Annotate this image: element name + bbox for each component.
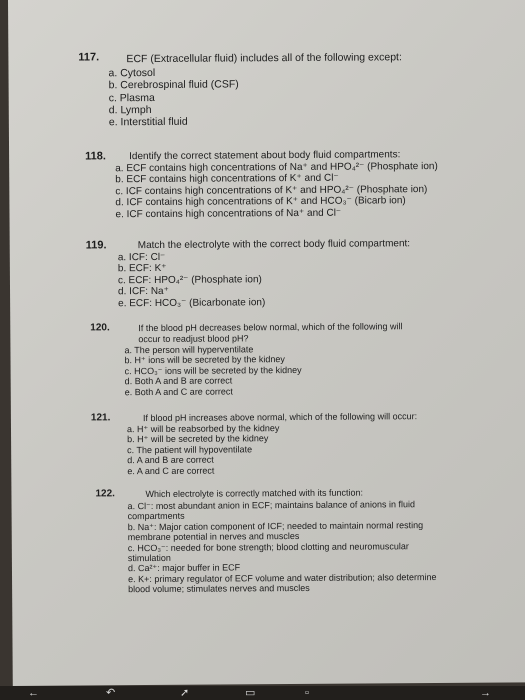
option-e: e. Interstitial fluid [108,115,188,129]
option-d: d. A and B are correct [127,454,214,466]
question-number: 121. [90,412,111,424]
option-b: b. Na⁺: Major cation component of ICF; needed to maintain normal resting membrane potential in nerves and muscles [127,519,424,543]
share-icon[interactable]: ▫ [305,687,309,699]
question-number: 122. [95,488,115,500]
options-list [108,66,239,128]
option-b: b. Cerebrospinal fluid (CSF) [108,78,239,92]
question-stem: Identify the correct statement about body fluid compartments: [129,149,401,163]
option-c: c. Plasma [108,91,155,104]
question-stem-line-2: occur to readjust blood pH? [138,332,249,344]
option-a: a. ECF contains high concentrations of Na⁺ and HPO₄²⁻ (Phosphate ion) [115,161,438,175]
question-stem: If blood pH increases above normal, which of the following will occur: [142,411,418,424]
option-e: e. A and C are correct [127,465,215,476]
option-b: b. ECF contains high concentrations of K⁺ and Cl⁻ [115,173,339,186]
options-list [124,344,301,397]
option-a: a. H⁺ will be reabsorbed by the kidney [126,423,280,435]
question-number: 120. [90,322,110,334]
forward-icon[interactable]: ➚ [180,687,190,699]
option-e: e. ECF: HCO₃⁻ (Bicarbonate ion) [118,296,266,309]
forward-arrow-icon[interactable]: → [480,687,491,699]
option-b: b. H⁺ will be secreted by the kidney [127,433,269,445]
question-number: 117. [78,51,100,64]
option-c: c. HCO₃⁻ ions will be secreted by the kidney [124,364,302,377]
question-number: 118. [85,150,106,163]
options-list [127,423,280,476]
option-e: e. K+: primary regulator of ECF volume and water distribution; also determine blood volume; stimulates nerves and muscles [128,571,437,595]
options-list [128,499,439,595]
option-c: c. ICF contains high concentrations of K⁺ and HPO₄²⁻ (Phosphate ion) [115,183,428,198]
option-d: d. ICF contains high concentrations of K⁺ and HCO₃⁻ (Bicarb ion) [115,195,406,209]
window-icon[interactable]: ▭ [245,687,256,699]
option-a: a. Cytosol [108,66,156,80]
option-d: d. Ca²⁺: major buffer in ECF [127,562,241,574]
option-b: b. ECF: K⁺ [117,263,167,275]
question-stem [138,321,402,344]
back-arrow-icon[interactable]: ← [28,687,39,699]
option-a: a. ICF: Cl⁻ [117,251,166,264]
bottom-toolbar [0,686,525,700]
option-d: d. Lymph [108,103,152,117]
reply-icon[interactable]: ↶ [106,687,116,699]
options-list [115,161,438,220]
option-c: c. HCO₃⁻: needed for bone strength; blood clotting and neuromuscular stimulation [127,540,409,564]
option-d: d. Both A and B are correct [124,375,233,387]
question-number: 119. [85,239,107,252]
option-e: e. ICF contains high concentrations of Na⁺ and Cl⁻ [115,207,342,220]
option-e: e. Both A and C are correct [124,386,233,397]
question-stem-line-1: If the blood pH decreases below normal, which of the following will [138,321,403,334]
option-c: c. The patient will hypoventilate [127,444,253,455]
option-b: b. H⁺ ions will be secreted by the kidney [124,354,285,366]
option-d: d. ICF: Na⁺ [118,286,169,298]
option-c: c. ECF: HPO₄²⁻ (Phosphate ion) [117,274,262,287]
options-list [118,251,266,309]
option-a: a. Cl⁻: most abundant anion in ECF; maintains balance of anions in fluid compartments [127,499,415,522]
question-stem: ECF (Extracellular fluid) includes all of the following except: [126,51,402,66]
question-stem: Match the electrolyte with the correct body fluid compartment: [137,238,411,252]
question-stem: Which electrolyte is correctly matched with its function: [145,487,364,500]
option-a: a. The person will hyperventilate [124,344,254,356]
exam-page [8,0,525,686]
